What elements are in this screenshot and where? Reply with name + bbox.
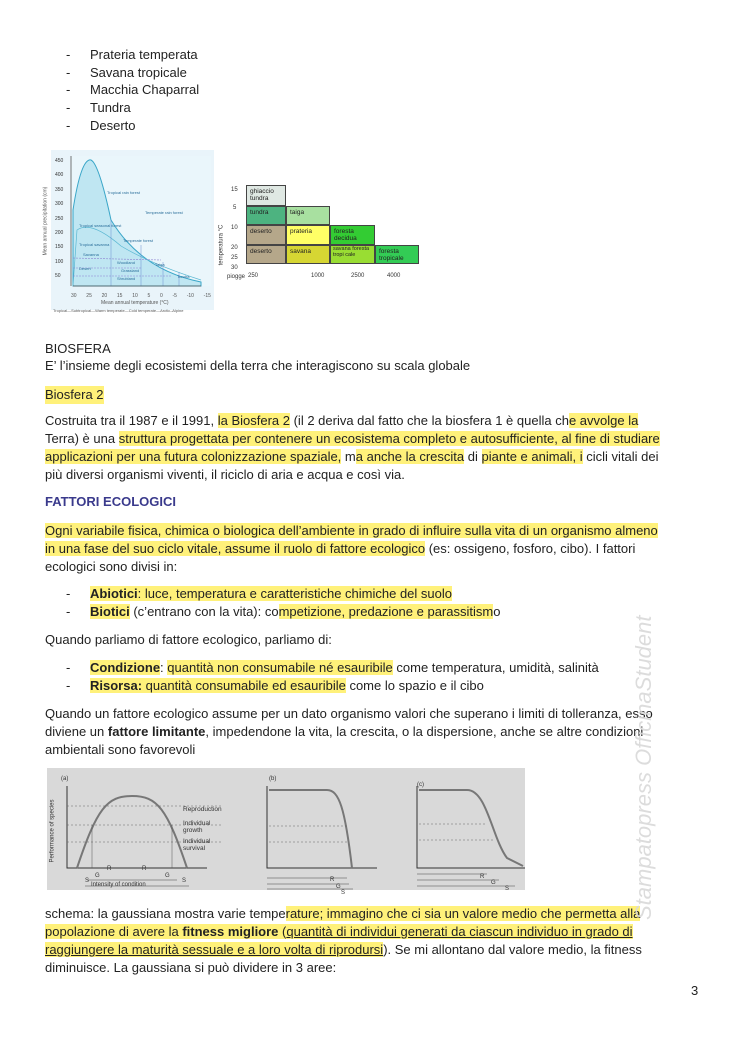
label-reproduction: Reproduction: [183, 806, 222, 813]
cell-ice-tundra: ghiaccio tundra: [246, 185, 286, 206]
letter-r: R: [107, 866, 112, 872]
paragraph: Quando un fattore ecologico assume per un dato organismo valori che superano i limiti di tolleranza, esso diviene un fattore limitante, impedendone la vita, la crescita, o la dispersione, anche se altre condizioni ambientali sono favorevoli: [45, 706, 653, 757]
y-tick: 30: [231, 265, 238, 271]
label-survival: Individual survival: [183, 838, 211, 852]
x-tick: 1000: [311, 273, 325, 279]
climate-biome-chart: 450 400 350 300 250 200 150 100 50 Mean annual precipitation (cm) 30 25 20 15 10 5 0 -5 -10 -15 Mean annual temperature (°C) Tropical—Subtropical—Warm temperate—Cold temperate—Arctic–Alpine Tropical rain forest Temperate rain forest Tropical seasonal forest Temperate forest Tropical savanna Savanna Desert Woodland Grassland Taiga Shrubland Tundra: [51, 150, 214, 310]
y-tick-labels: 450 400 350 300 250 200 150 100 50: [55, 158, 64, 280]
letter-r: R: [330, 877, 335, 883]
y-tick: 20: [231, 245, 238, 251]
cell-desert-2: deserto: [246, 245, 286, 264]
paragraph: Ogni variabile fisica, chimica o biologica dell’ambiente in grado di influire sulla vita di un organismo almeno in una fase del suo ciclo vitale, assume il ruolo di fattore ecologico (es: ossigeno, fosforo, cibo). I fattori ecologici sono divisi in:: [45, 523, 658, 574]
definition: E’ l’insieme degli ecosistemi della terra che interagiscono su scala globale: [45, 358, 471, 373]
cell-desert: deserto: [246, 225, 286, 245]
cell-savanna-tropical: savana foresta tropi cale: [330, 245, 375, 264]
cell-deciduous-forest: foresta decidua: [330, 225, 375, 245]
letter-g: G: [95, 873, 100, 879]
tolerance-figure: [47, 768, 525, 896]
watermark: Stampatopress OfficinaStudent: [631, 615, 656, 920]
x-tick-labels: 30 25 20 15 10 5 0 -5 -10 -15: [71, 293, 211, 299]
x-tick: 250: [248, 273, 259, 279]
label-growth: Individual growth: [183, 820, 211, 834]
cell-savanna: savana: [286, 245, 330, 264]
page-number: 3: [691, 983, 699, 998]
paragraph: Quando parliamo di fattore ecologico, parliamo di:: [45, 632, 332, 647]
panel-a-label: (a): [61, 776, 69, 782]
x-tick: 4000: [387, 273, 401, 279]
chart-caption: Tropical—Subtropical—Warm temperate—Cold temperate—Arctic–Alpine: [53, 308, 184, 313]
cell-tundra: tundra: [246, 206, 286, 225]
x-axis-label: Intensity of condition: [91, 882, 146, 888]
y-tick: 25: [231, 255, 238, 261]
y-tick: 10: [231, 225, 238, 231]
letter-s: S: [505, 886, 510, 892]
letter-g: G: [336, 884, 341, 890]
letter-r: R: [480, 874, 485, 880]
y-tick: 5: [233, 205, 237, 211]
cell-tropical-forest: foresta tropicale: [375, 245, 419, 264]
letter-s: S: [182, 878, 187, 884]
x-axis-label: Mean annual temperature (°C): [101, 300, 169, 306]
x-tick: 2500: [351, 273, 365, 279]
letter-r: R: [142, 866, 147, 872]
y-axis-label: Mean annual precipitation (cm): [42, 186, 49, 256]
cell-taiga: taiga: [286, 206, 330, 225]
cell-prairie: prateria: [286, 225, 330, 245]
letter-g: G: [165, 873, 170, 879]
letter-s: S: [85, 878, 90, 884]
section-title: BIOSFERA: [45, 341, 111, 356]
y-tick: 15: [231, 187, 238, 193]
x-axis-label: piogge: [227, 274, 246, 280]
subsection-title: Biosfera 2: [45, 387, 104, 402]
letter-s: S: [341, 890, 346, 896]
panel-c-label: (c): [417, 782, 424, 788]
paragraph: schema: la gaussiana mostra varie temperature; immagino che ci sia un valore medio che permetta alla popolazione di avere la fitness migliore (quantità di individui generati da ciascun individuo in grado di raggiungere la maturità sessuale e a loro volta di riprodursi). Se mi allontano dal valore medio, la fitness diminuisce. La gaussiana si può dividere in 3 aree:: [45, 906, 642, 975]
y-axis-label: temperatura °C: [218, 224, 225, 266]
letter-g: G: [491, 880, 496, 886]
panel-b-label: (b): [269, 776, 277, 782]
biome-grid-chart: [219, 178, 419, 280]
section-title: FATTORI ECOLOGICI: [45, 494, 176, 509]
paragraph: Costruita tra il 1987 e il 1991, la Biosfera 2 (il 2 deriva dal fatto che la biosfera 1 è quella che avvolge la Terra) è una struttura progettata per contenere un ecosistema completo e autosufficiente, al fine di studiare applicazioni per una futura colonizzazione spaziale, ma anche la crescita di piante e animali, i cicli vitali dei più diversi organismi viventi, il riciclo di aria e acqua e così via.: [45, 413, 660, 482]
y-axis-label: Performance of species: [49, 799, 56, 863]
